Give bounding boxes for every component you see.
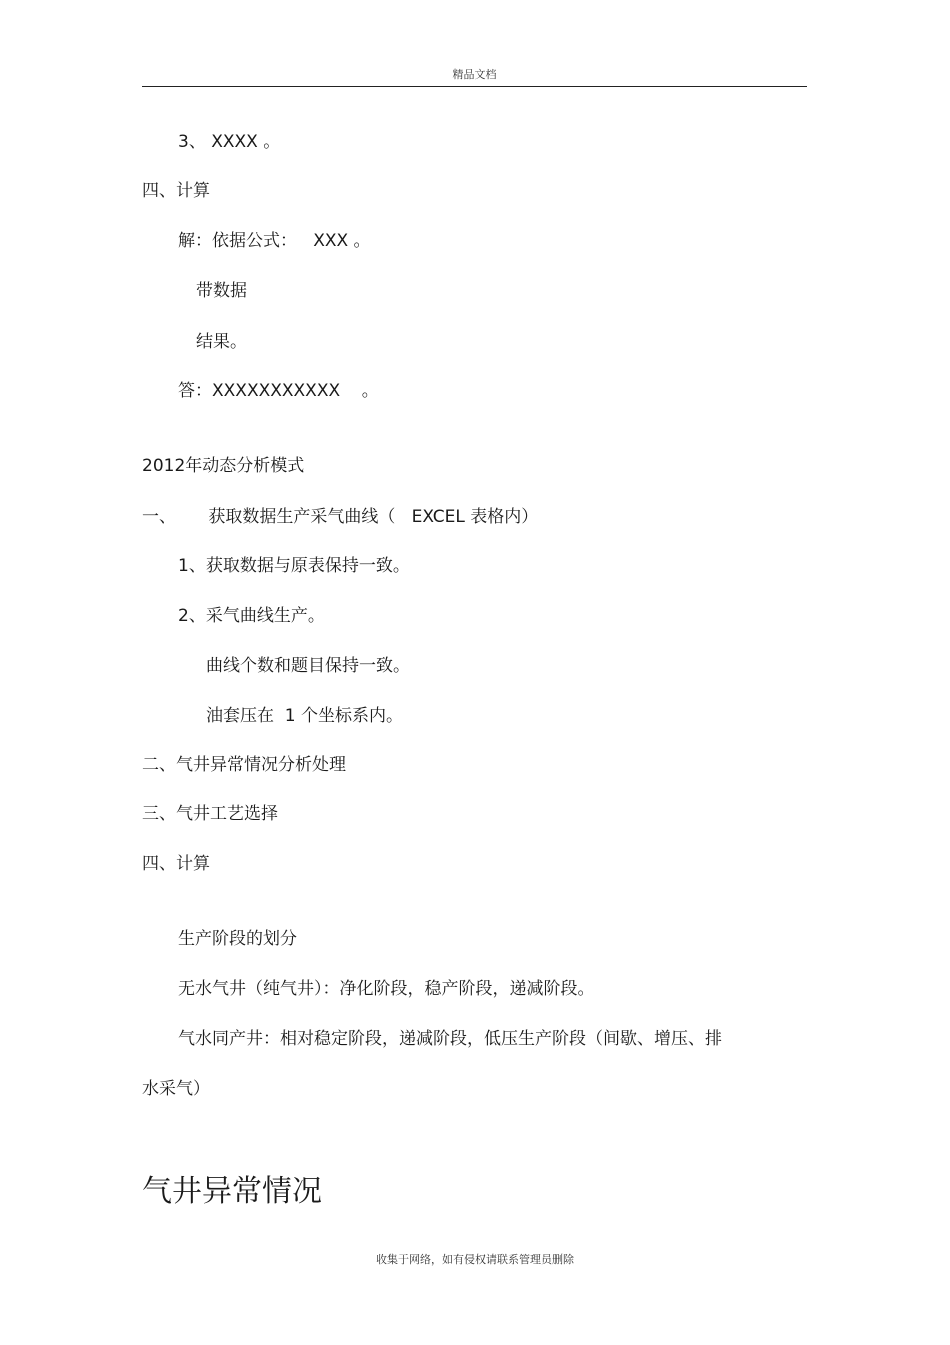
text-line: 2、采气曲线生产。: [178, 606, 325, 626]
section-title: 四、计算: [142, 854, 210, 874]
section-title: 二、气井异常情况分析处理: [142, 755, 346, 775]
section-heading: 气井异常情况: [142, 1174, 322, 1209]
text-line: 1、获取数据与原表保持一致。: [178, 556, 410, 576]
text-line: 曲线个数和题目保持一致。: [206, 656, 410, 676]
section-title: 2012年动态分析模式: [142, 456, 305, 476]
page-footer: 收集于网络，如有侵权请联系管理员删除: [376, 1253, 574, 1266]
text-line: 3、 XXXX 。: [178, 132, 281, 152]
text-line: 解：依据公式： XXX 。: [178, 231, 371, 251]
section-title: 三、气井工艺选择: [142, 804, 278, 824]
section-title: 四、计算: [142, 181, 210, 201]
text-line: 无水气井（纯气井）：净化阶段，稳产阶段，递减阶段。: [178, 979, 595, 999]
text-line: 水采气）: [142, 1079, 210, 1099]
header-rule: [142, 86, 807, 87]
text-line: 答：XXXXXXXXXXX 。: [178, 381, 379, 401]
text-line: 油套压在 1 个坐标系内。: [206, 706, 404, 726]
text-line: 带数据: [196, 281, 247, 301]
text-line: 生产阶段的划分: [178, 929, 297, 949]
page-header: 精品文档: [452, 68, 497, 81]
text-line: 气水同产井：相对稳定阶段，递减阶段，低压生产阶段（间歇、增压、排: [178, 1029, 722, 1049]
section-title: 一、 获取数据生产采气曲线（ EXCEL 表格内）: [142, 507, 539, 527]
text-line: 结果。: [196, 332, 247, 352]
